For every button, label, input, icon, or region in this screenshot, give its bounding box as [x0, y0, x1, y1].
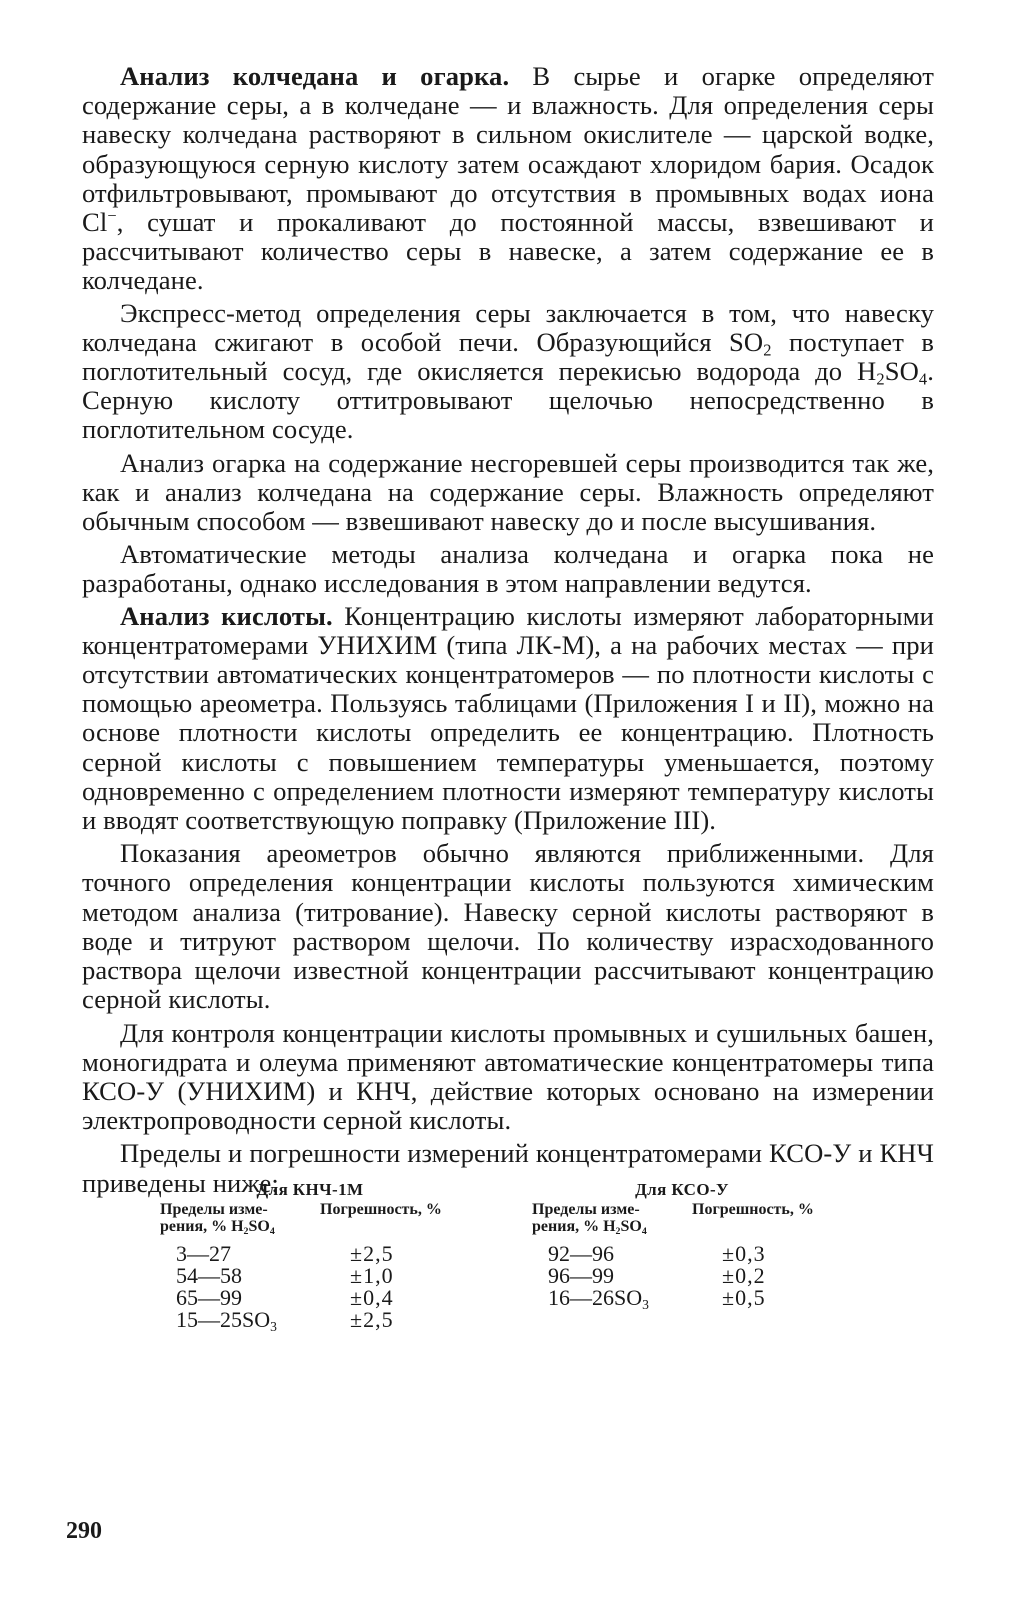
paragraph-hydrometer: Показания ареометров обычно являются приближенными. Для точного определения концентрации кислоты пользуются химическим методом анализа (титрование). Навеску серной кислоты растворяют в воде и титруют раствором щелочи. По количеству израсходованного раствора щелочи известной концентрации рассчитывают концентрацию серной кислоты.: [82, 838, 934, 1015]
paragraph-text: В сырье и огарке определяют содержание серы, а в колчедане — и влажность. Для определения серы навеску колчедана растворяют в сильном окислителе — царской водке, образующуюся серную кислоту затем осаждают хлоридом бария. Осадок отфильтровывают, промывают до отсутствия в промывных водах иона Cl: [82, 61, 934, 238]
header-text: рения, % H: [160, 1218, 244, 1235]
cell-text: 16—26SO: [548, 1285, 643, 1310]
cell-range: 65—99: [176, 1285, 242, 1310]
cell-error: ±0,4: [350, 1285, 394, 1310]
paragraph-limits-intro: Пределы и погрешности измерений концентратомерами КСО-У и КНЧ приведены ниже:: [82, 1138, 934, 1198]
header-text: рения, % H: [532, 1218, 616, 1235]
measurement-tables: [160, 1180, 860, 1480]
subscript: 2: [763, 340, 772, 360]
header-text: Пределы изме-: [160, 1201, 268, 1218]
page-body: [82, 62, 934, 1201]
subscript: 3: [642, 1296, 649, 1312]
column-header-error: Погрешность, %: [692, 1201, 814, 1218]
section-heading-pyrite: Анализ колчедана и огарка.: [120, 61, 510, 91]
subscript: 4: [918, 369, 928, 389]
column-header-range: [532, 1201, 692, 1235]
header-text: Пределы изме-: [532, 1201, 640, 1218]
cell-error: ±2,5: [350, 1241, 394, 1266]
table-header: [160, 1201, 480, 1235]
header-text: SO: [620, 1218, 642, 1235]
table-row: [532, 1243, 852, 1265]
cell-range: [160, 1307, 350, 1334]
paragraph-pyrite-analysis: [82, 62, 934, 296]
subscript: 2: [876, 369, 885, 389]
cell-error: ±0,2: [722, 1263, 766, 1288]
subscript: 3: [270, 1318, 277, 1334]
paragraph-acid-analysis: [82, 602, 934, 836]
table-knch-1m: [160, 1180, 480, 1334]
cell-range: 92—96: [548, 1241, 614, 1266]
section-heading-acid: Анализ кислоты.: [120, 600, 333, 631]
paragraph-cinder-analysis: Анализ огарка на содержание несгоревшей серы производится так же, как и анализ колчедана на содержание серы. Влажность определяют обычным способом — взвешивают навеску до и после высушивания.: [82, 447, 934, 537]
paragraph-text: Экспресс-метод определения серы заключается в том, что навеску колчедана сжигают в особой печи. Образующийся SO: [82, 297, 934, 357]
subscript: 2: [243, 1225, 249, 1237]
cell-range: 3—27: [176, 1241, 231, 1266]
page-number: 290: [66, 1518, 102, 1544]
paragraph-automatic-methods: Автоматические методы анализа колчедана и огарка пока не разработаны, однако исследования в этом направлении ведутся.: [82, 539, 934, 599]
cell-error: ±0,3: [722, 1241, 766, 1266]
table-row: [160, 1243, 480, 1265]
table-title: Для КНЧ-1М: [256, 1180, 364, 1199]
cell-error: ±2,5: [350, 1307, 394, 1332]
paragraph-express-method: [82, 299, 934, 445]
paragraph-text: поступает в поглотительный сосуд, где окисляется перекисью водорода до H: [82, 326, 934, 387]
paragraph-text: , сушат и прокаливают до постоянной массы, взвешивают и рассчитывают количество серы в навеске, а затем содержание ее в колчедане.: [82, 207, 934, 296]
table-row: [160, 1265, 480, 1287]
table-title: Для КСО-У: [635, 1180, 729, 1199]
column-header-range: [160, 1201, 320, 1235]
table-row: [532, 1285, 852, 1312]
column-header-error: Погрешность, %: [320, 1201, 442, 1218]
subscript: 4: [641, 1225, 647, 1237]
cell-range: 54—58: [176, 1263, 242, 1288]
cell-text: 15—25SO: [176, 1307, 271, 1332]
cell-error: ±0,5: [722, 1285, 766, 1310]
cell-range: [532, 1285, 722, 1312]
header-text: SO: [248, 1218, 270, 1235]
cell-range: 96—99: [548, 1263, 614, 1288]
table-kso-u: [532, 1180, 852, 1312]
table-header: [532, 1201, 852, 1235]
paragraph-concentration-control: Для контроля концентрации кислоты промывных и сушильных башен, моногидрата и олеума применяют автоматические концентратомеры типа КСО-У (УНИХИМ) и КНЧ, действие которых основано на измерении электропроводности серной кислоты.: [82, 1017, 934, 1136]
table-row: [532, 1265, 852, 1287]
paragraph-text: Концентрацию кислоты измеряют лабораторными концентратомерами УНИХИМ (типа ЛК-М), а на рабочих местах — при отсутствии автоматических концентратомеров — по плотности кислоты с помощью ареометра. Пользуясь таблицами (Приложения I и II), можно на основе плотности кислоты определить ее концентрацию. Плотность серной кислоты с повышением температуры уменьшается, поэтому одновременно с определением плотности измеряют температуру кислоты и вводят соответствующую поправку (Приложение III).: [82, 600, 934, 836]
subscript: 4: [269, 1225, 275, 1237]
table-row: [160, 1307, 480, 1334]
cell-error: ±1,0: [350, 1263, 394, 1288]
table-row: [160, 1287, 480, 1309]
subscript: 2: [615, 1225, 621, 1237]
superscript: −: [107, 206, 117, 226]
paragraph-text: SO: [884, 356, 919, 387]
paragraph-text: . Серную кислоту оттитровывают щелочью непосредственно в поглотительном сосуде.: [82, 356, 934, 445]
